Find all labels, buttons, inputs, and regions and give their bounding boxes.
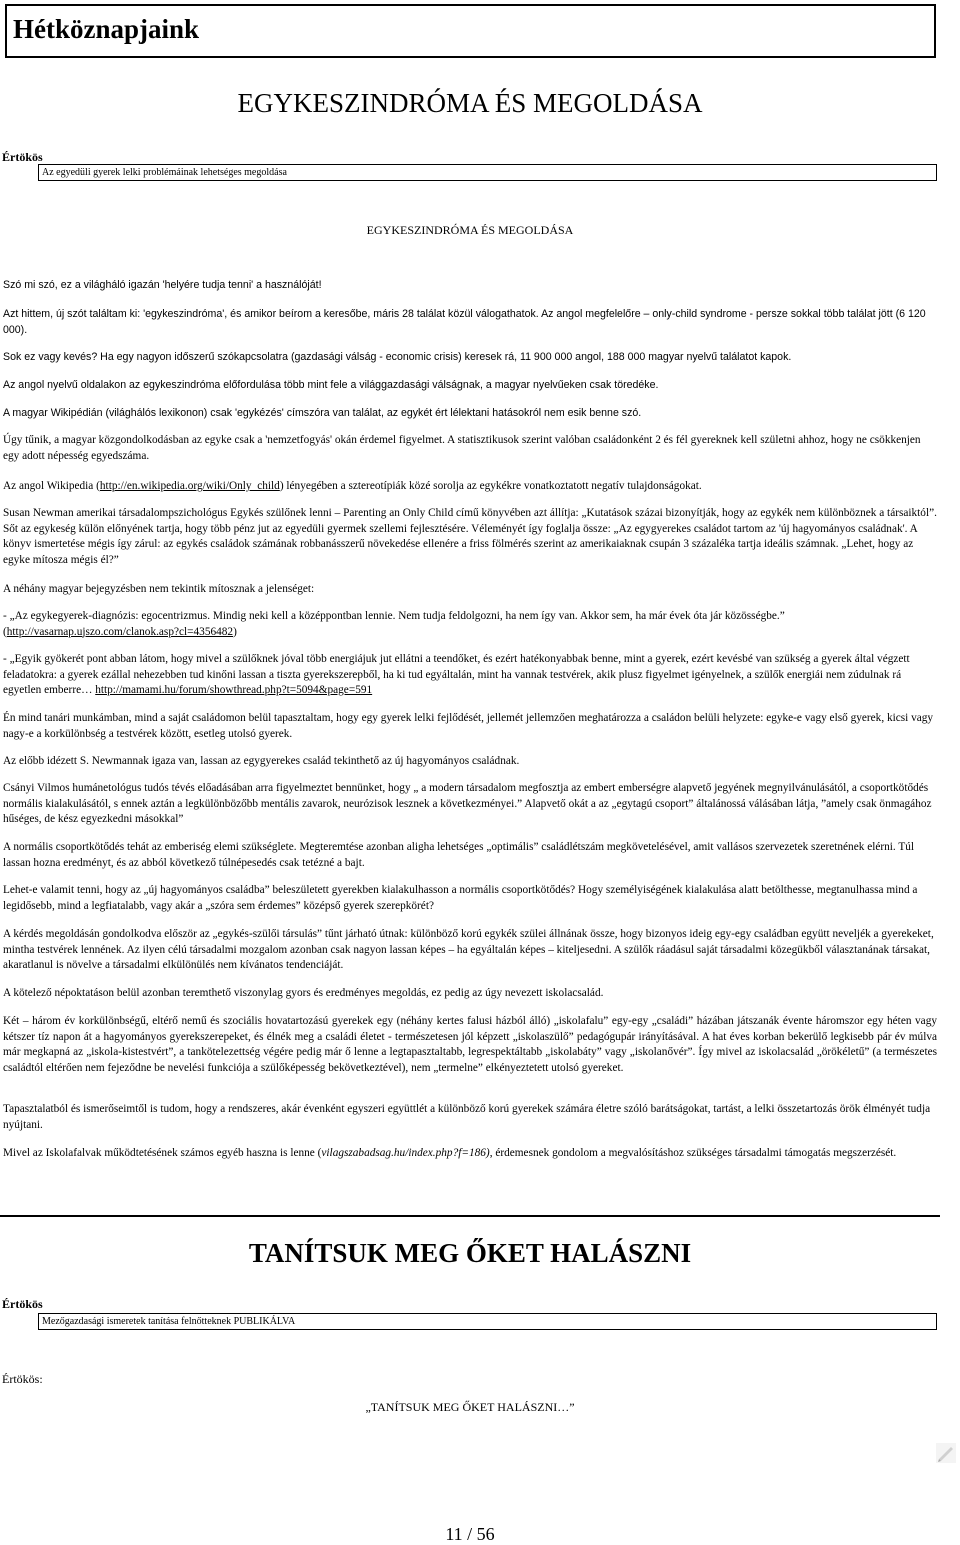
article2-ertokos-field: Mezőgazdasági ismeretek tanítása felnőtteknek PUBLIKÁLVA xyxy=(38,1313,937,1330)
article1-subtitle: EGYKESZINDRÓMA ÉS MEGOLDÁSA xyxy=(366,223,574,237)
paragraph-21-a: Mivel az Iskolafalvak működtetésének számos egyéb haszna is lenne ( xyxy=(3,1147,322,1159)
document-title: Hétköznapjaink xyxy=(13,14,200,44)
paragraph-3 xyxy=(3,350,937,366)
paragraph-11-a: - „Egyik gyökerét pont abban látom, hogy mivel a szülőknek jóval több energiájuk jut ellátni a teendőket, és ezért hatékonyabbak benne, mint a gyerek, ezért kevésbé van szükség a gyerek által végzett feladatokra: a gyerek ezállal nehezebben tud kinőni lassan a tiszta gyerekszerepből, ha ki tud egyáltalán, mint ha vannak testvérek, akik plusz figyelmet igényelnek, a szülők energiái nem zúdulnak rá egyetlen emberre… xyxy=(3,653,910,696)
article2-ertokos-label: Értökös xyxy=(2,1297,43,1311)
article1-ertokos-field: Az egyedüli gyerek lelki problémáinak lehetséges megoldása xyxy=(38,164,937,181)
paragraph-8: Susan Newman amerikai társadalompszichológus Egykés szülőnek lenni – Parenting an Only Child című könyvében azt állítja: „Kutatások százai bizonyítják, hogy az egykék nem különböznek a társaiktól”. Sőt az egykeség külön előnyének tartja, hogy több pénz jut az egyedüli gyermek szellemi fejlesztésére. Véleményét így foglalja össze: „Az egygyerekes családot tartom az 'új hagyományos családnak'. A könyv ismertetése mégis így zárul: az egykés családok számának robbanásszerű növekedése ellenére a friss fölmérés szerint az amerikaiaknak csupán 3 százaléka tartja ideális számnak. „Lehet, hogy az egyke mítosza mégis él?” xyxy=(3,507,937,566)
article1-title: EGYKESZINDRÓMA ÉS MEGOLDÁSA xyxy=(237,88,703,118)
paragraph-3-a: Sok ez vagy kevés? xyxy=(3,351,101,363)
paragraph-20: Tapasztalatból és ismerőseimtől is tudom, hogy a rendszeres, akár évenként egyszeri együttlét a különböző korú gyerekek számára életre szóló barátságokat, tartást, a lelki összetartozás örök élményét tudja nyújtani. xyxy=(3,1103,931,1131)
wikipedia-link[interactable]: http://en.wikipedia.org/wiki/Only_child xyxy=(99,480,280,492)
paragraph-12: Én mind tanári munkámban, mind a saját családomon belül tapasztaltam, hogy egy gyerek lelki fejlődését, jellemét jellemzően meghatározza a családon belüli helyzete: egyke-e vagy első gyerek, kicsi vagy nagy-e a korkülönbség a testvérek között, esetleg utolsó gyerek. xyxy=(3,712,934,740)
paragraph-3-b: Ha egy nagyon időszerű szókapcsolatra (gazdasági válság - economic crisis) keresek rá, 11 900 000 angol, 188 000 magyar nyelvű találatot kapok. xyxy=(100,351,792,363)
vasarnap-link[interactable]: http://vasarnap.ujszo.com/clanok.asp?cl=4356482 xyxy=(6,625,234,638)
paragraph-10 xyxy=(3,609,937,640)
paragraph-19: Két – három év korkülönbségű, eltérő nemű és szociális hovatartozású gyerekek egy (néhány kertes falusi házból álló) „iskolafalu” egy-egy „családi” házában játszanák évente háromszor egy héten vagy kétszer tíz napon át a hagyományos gyerekszerepeket, és élnék meg a családi életet - természetesen jól képzett „iskolaszülő” pedagógupár irányításával. A hat éves korban bekerülő legkisebb pár év múlva már megkapná az „iskola-kistestvért”, a tankötelezettség végére pedig már ő lenne a legtapasztaltabb, legrespektáltabb „iskolabáty” vagy „iskolanővér”. Így mivel az iskolacsalád „örökéletű” (a természetes családtól eltérően nem fejeződne be nevelési funkciója a szülőképesség bekövetkeztével), nem „termelne” elkényeztetett utolsó gyereket. xyxy=(3,1015,937,1074)
paragraph-9: A néhány magyar bejegyzésben nem tekintik mítosznak a jelenséget: xyxy=(3,583,315,595)
paragraph-16: Lehet-e valamit tenni, hogy az „új hagyományos családba” beleszületett gyerekben kialakulhasson a normális csoportkötődés? Hogy személyiségének kialakulása alatt betölthesse, megtanulhassa mind a legidősebb, mind a legfiatalabb, vagy akár a „szóra sem érdemes” középső gyerek szerepkörét? xyxy=(3,884,918,912)
article2-ertokos2-label: Értökös: xyxy=(2,1372,43,1386)
paragraph-2-a: Azt hittem, új szót találtam ki: 'egykeszindróma', és amikor beírom a keresőbe, máris 28 találat közül válogathatok. xyxy=(3,308,542,320)
paragraph-2 xyxy=(3,307,937,338)
paragraph-2-b: Az angol megfelelőre – only-child syndrome - persze sokkal több találat jött (6 120 000). xyxy=(3,308,926,336)
paragraph-5: A magyar Wikipédián (világhálós lexikonon) csak 'egykézés' címszóra van találat, az egykét ért lélektani hatásokról nem esik benne szó. xyxy=(3,407,642,419)
paragraph-7 xyxy=(3,479,937,495)
paragraph-10-b: ) xyxy=(233,625,237,638)
paragraph-1: Szó mi szó, ez a világháló igazán 'helyére tudja tenni' a használóját! xyxy=(3,279,322,291)
paragraph-7-b: ) lényegében a sztereotípiák közé sorolja az egykékre vonatkoztatott negatív tulajdonságokat. xyxy=(279,480,702,492)
article2-title: TANÍTSUK MEG ŐKET HALÁSZNI xyxy=(248,1238,692,1268)
mamami-link[interactable]: http://mamami.hu/forum/showthread.php?t=5094&page=591 xyxy=(95,684,373,696)
page-number: 11 / 56 xyxy=(445,1524,495,1544)
paragraph-21 xyxy=(3,1146,937,1162)
paragraph-13: Az előbb idézett S. Newmannak igaza van, lassan az egygyerekes család tekinthető az új hagyományos családnak. xyxy=(3,755,520,767)
paragraph-10-a: - „Az egykegyerek-diagnózis: egocentrizmus. Mindig neki kell a középpontban lennie. Nem tudja feldolgozni, ha nem így van. Akkor sem, ha már évek óta jár közösségbe.” ( xyxy=(3,610,785,638)
paragraph-21-source: vilagszabadsag.hu/index.php?f=186) xyxy=(321,1147,490,1159)
paragraph-17: A kérdés megoldásán gondolkodva először az „egykés-szülői társulás” tűnt járható útnak: különböző korú egykék szülei állnának össze, hogy bizonyos ideig egy-egy családban együtt neveljék a gyerekeket, mintha testvérek lennének. Az ilyen célú társadalmi mozgalom azonban csak nagyon lassan képes – ha egyáltalán képes – kiteljesedni. A szülők ráadásul saját társadalmi közegükből választanának társakat, akaratlanul is növelve a társadalmi elkülönülés nem kívánatos tendenciáját. xyxy=(3,928,934,971)
article2-subtitle: „TANÍTSUK MEG ŐKET HALÁSZNI…” xyxy=(365,1400,575,1414)
paragraph-7-a: Az angol Wikipedia ( xyxy=(3,480,100,492)
paragraph-21-b: , érdemesnek gondolom a megvalósításhoz szükséges társadalmi támogatás megszerzését. xyxy=(489,1147,897,1159)
paragraph-18: A kötelező népoktatáson belül azonban teremthető viszonylag gyors és eredményes megoldás, ez pedig az úgy nevezett iskolacsalád. xyxy=(3,987,604,999)
page-corner-icon xyxy=(936,1443,956,1463)
paragraph-4: Az angol nyelvű oldalakon az egykeszindróma előfordulása több mint fele a világgazdasági válságnak, a magyar nyelvűeken csak töredéke. xyxy=(3,379,659,391)
paragraph-11 xyxy=(3,652,937,699)
section-divider xyxy=(0,1215,940,1217)
paragraph-6: Úgy tűnik, a magyar közgondolkodásban az egyke csak a 'nemzetfogyás' okán érdemel figyelmet. A statisztikusok szerint valóban családonként 2 és fél gyereknek kell születni ahhoz, hogy ne csökkenjen egy adott népesség egyedszáma. xyxy=(3,434,921,462)
paragraph-15: A normális csoportkötődés tehát az emberiség elemi szükséglete. Megteremtése azonban aligha lehetséges „optimális” családlétszám megkövetelésével, amit vallásos szervezetek szeretnének elérni. Túl lassan hozna eredményt, és az abból következő túlnépesedés csak tetézné a bajt. xyxy=(3,841,915,869)
paragraph-14: Csányi Vilmos humánetológus tudós tévés előadásában arra figyelmeztet bennünket, hogy „ a modern társadalom megfosztja az embert emberségre alapvető jegyének megnyilvánulásától, a csoportkötődés normális kialakulásától, s ennek aztán a legkülönbözőbb mentális zavarok, neurózisok lesznek a következményei.” Alapvető okát a az „egytagú csoport” általánossá válásában látja, ”amely csak önmagához hűséges, de kész egyezkedni másokkal” xyxy=(3,782,932,825)
article1-ertokos-label: Értökös xyxy=(2,150,43,164)
